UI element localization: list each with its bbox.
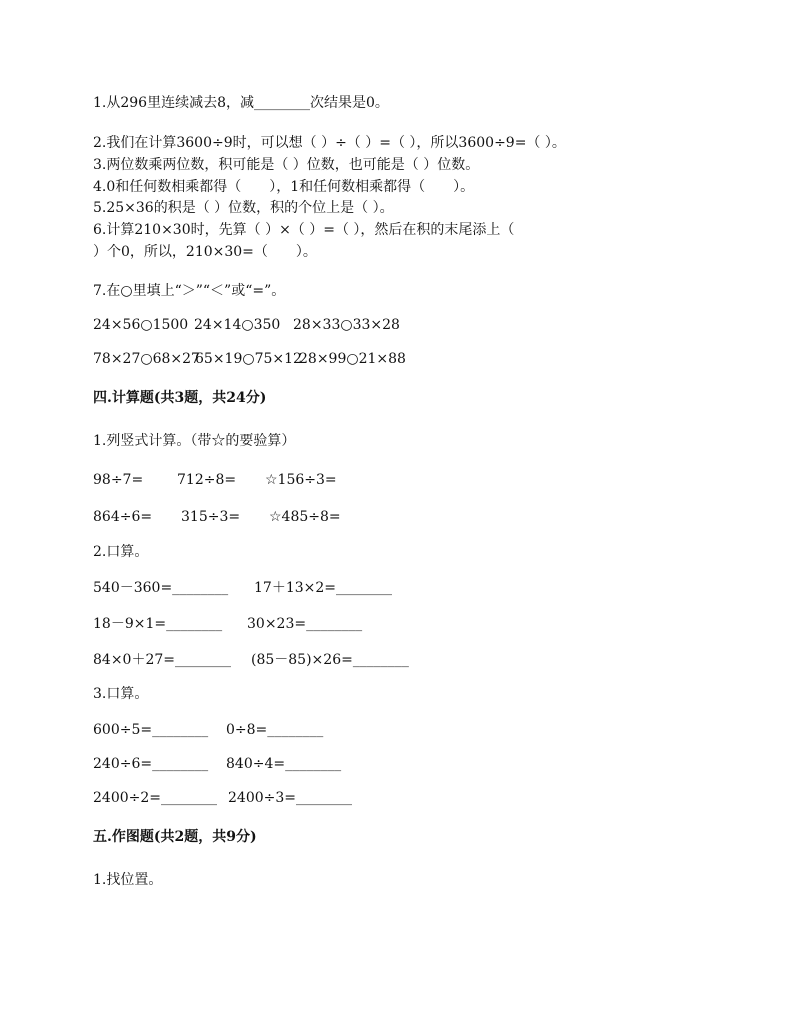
compare-item: 78×27○68×27 xyxy=(93,351,200,367)
calc-item: 712÷8= xyxy=(177,472,237,488)
question-5: 5.25×36的积是（ ）位数，积的个位上是（ ）。 xyxy=(93,200,394,216)
calc-item: 2400÷3=________ xyxy=(228,790,352,806)
problem-3-title: 3.口算。 xyxy=(93,686,149,702)
calc-item: 30×23=________ xyxy=(247,616,363,632)
calc-item: 98÷7= xyxy=(93,472,144,488)
compare-item: 28×99○21×88 xyxy=(299,351,406,367)
calc-item: 600÷5=________ xyxy=(93,722,209,738)
calc-item: ☆485÷8= xyxy=(269,509,341,525)
compare-item: 65×19○75×12 xyxy=(195,351,302,367)
question-4: 4.0和任何数相乘都得（ ），1和任何数相乘都得（ ）。 xyxy=(93,179,475,195)
calc-item: 18－9×1=________ xyxy=(93,616,223,632)
question-7: 7.在○里填上“＞”“＜”或“=”。 xyxy=(93,283,286,299)
problem-2-title: 2.口算。 xyxy=(93,544,149,560)
compare-item: 24×56○1500 xyxy=(93,317,189,333)
calc-item: 840÷4=________ xyxy=(226,756,342,772)
question-6-line-2: ）个0，所以，210×30=（ ）。 xyxy=(93,244,317,260)
calc-item: 84×0＋27=________ xyxy=(93,652,231,668)
question-2: 2.我们在计算3600÷9时，可以想（ ）÷（ ）=（ ），所以3600÷9=（ ）。 xyxy=(93,135,566,151)
compare-item: 28×33○33×28 xyxy=(293,317,400,333)
calc-item: 540－360=________ xyxy=(93,580,229,596)
calc-item: 864÷6= xyxy=(93,509,153,525)
calc-item: 17＋13×2=________ xyxy=(254,580,392,596)
calc-item: 240÷6=________ xyxy=(93,756,209,772)
calc-item: 0÷8=________ xyxy=(226,722,324,738)
question-1: 1.从296里连续减去8，减________次结果是0。 xyxy=(93,95,389,111)
drawing-problem-1-title: 1.找位置。 xyxy=(93,872,163,888)
question-6-line-1: 6.计算210×30时，先算（ ）×（ ）=（ ），然后在积的末尾添上（ xyxy=(93,222,515,238)
problem-1-title: 1.列竖式计算。（带☆的要验算） xyxy=(93,433,296,449)
compare-item: 24×14○350 xyxy=(194,317,281,333)
calc-item: ☆156÷3= xyxy=(265,472,337,488)
calc-item: (85－85)×26=________ xyxy=(251,652,409,668)
calc-item: 2400÷2=________ xyxy=(93,790,217,806)
question-3: 3.两位数乘两位数，积可能是（ ）位数，也可能是（ ）位数。 xyxy=(93,157,480,173)
section-5-heading: 五.作图题(共2题，共9分) xyxy=(93,829,257,845)
calc-item: 315÷3= xyxy=(181,509,241,525)
section-4-heading: 四.计算题(共3题，共24分) xyxy=(93,390,267,406)
